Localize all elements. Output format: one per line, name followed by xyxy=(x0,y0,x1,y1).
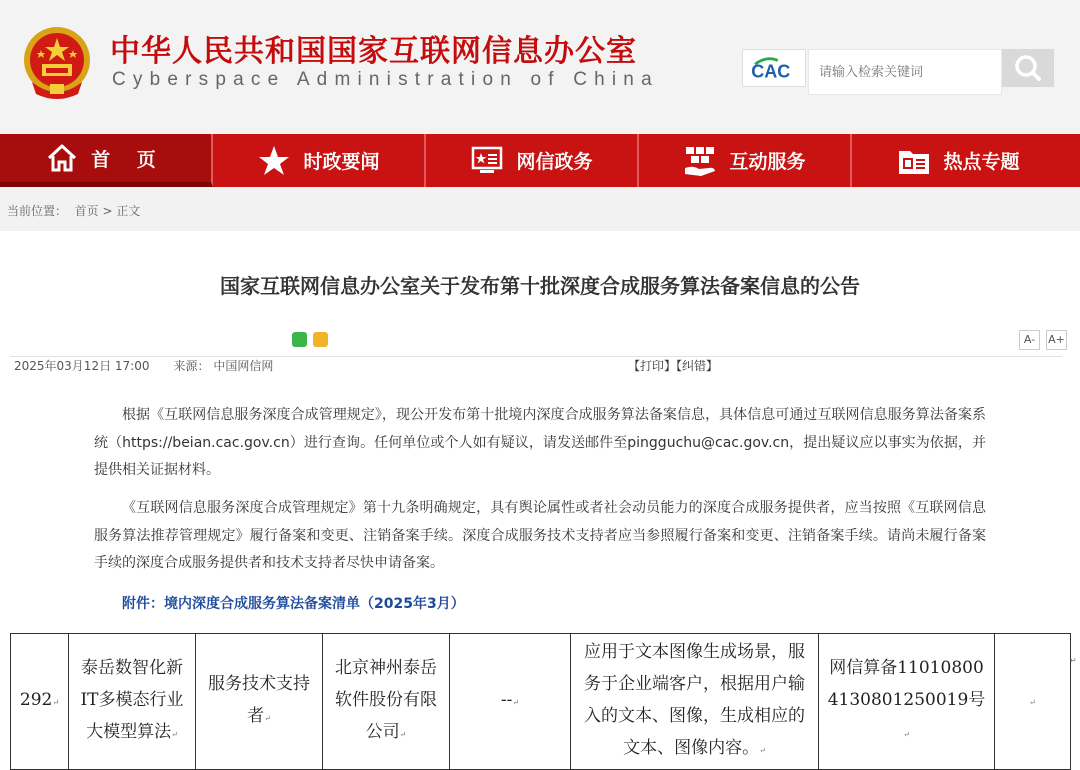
nav-item-news[interactable] xyxy=(213,134,426,187)
search-button[interactable] xyxy=(1002,49,1054,87)
folder-icon xyxy=(897,144,931,178)
cell-filing-number: 网信算备110108004130801250019号↵ xyxy=(819,634,995,770)
publish-date: 2025年03月12日 17:00 xyxy=(14,359,150,373)
breadcrumb xyxy=(7,202,140,219)
wechat-share-icon[interactable] xyxy=(292,332,307,347)
cell-product: --↵ xyxy=(450,634,571,770)
source-label: 来源： xyxy=(173,359,210,373)
row-end-mark: ↵ xyxy=(1070,656,1077,665)
filing-table xyxy=(10,633,1071,770)
breadcrumb-separator: > xyxy=(102,204,113,218)
breadcrumb-home-link[interactable]: 首页 xyxy=(74,204,99,218)
monitor-icon xyxy=(470,144,504,178)
source-name: 中国网信网 xyxy=(213,359,274,373)
main-nav xyxy=(0,134,1080,187)
hand-service-icon xyxy=(683,144,717,178)
breadcrumb-current: 正文 xyxy=(116,204,141,218)
attachment-heading: 附件：境内深度合成服务算法备案清单（2025年3月） xyxy=(122,596,465,612)
cac-logo-icon xyxy=(742,49,806,87)
article-title: 国家互联网信息办公室关于发布第十批深度合成服务算法备案信息的公告 xyxy=(220,274,860,298)
cell-algorithm-name: 泰岳数智化新IT多模态行业大模型算法↵ xyxy=(69,634,196,770)
nav-item-home[interactable] xyxy=(0,134,213,187)
article-paragraph: 根据《互联网信息服务深度合成管理规定》，现公开发布第十批境内深度合成服务算法备案信息，具体信息可通过互联网信息服务算法备案系统（https://beian.cac.gov.cn）进行查询。任何单位或个人如有疑议，请发送邮件至pingguchu@cac.gov.cn，提出疑议应以事实为依据，并提供相关证据材料。 xyxy=(94,407,986,478)
table-row xyxy=(11,634,1071,770)
search-icon xyxy=(1002,49,1054,87)
nav-label-news: 时政要闻 xyxy=(303,151,380,173)
article-paragraph: 《互联网信息服务深度合成管理规定》第十九条明确规定，具有舆论属性或者社会动员能力的深度合成服务提供者，应当按照《互联网信息服务算法推荐管理规定》履行备案和变更、注销备案手续。深度合成服务技术支持者应当参照履行备案和变更、注销备案手续。请尚未履行备案手续的深度合成服务提供者和技术支持者尽快申请备案。 xyxy=(94,500,986,571)
site-header xyxy=(0,0,1080,134)
site-subtitle: Cyberspace Administration of China xyxy=(112,69,659,90)
nav-label-topics: 热点专题 xyxy=(943,151,1020,173)
breadcrumb-prefix: 当前位置： xyxy=(7,204,68,218)
star-icon xyxy=(257,144,291,178)
search-box xyxy=(742,49,1054,89)
cell-extra: ↵ xyxy=(995,634,1071,770)
correct-link[interactable]: 【纠错】 xyxy=(676,359,719,373)
nav-item-government[interactable] xyxy=(426,134,639,187)
article-tools xyxy=(628,357,718,374)
home-icon xyxy=(45,141,79,175)
nav-item-topics[interactable] xyxy=(852,134,1065,187)
font-smaller-button[interactable]: A- xyxy=(1019,330,1040,350)
nav-item-interactive[interactable] xyxy=(639,134,852,187)
article-meta xyxy=(14,357,273,374)
font-larger-button[interactable]: A+ xyxy=(1046,330,1067,350)
qzone-share-icon[interactable] xyxy=(313,332,328,347)
cell-number: 292↵ xyxy=(11,634,69,770)
share-buttons xyxy=(292,332,328,347)
breadcrumb-bar xyxy=(0,187,1080,231)
cell-role: 服务技术支持者↵ xyxy=(196,634,323,770)
site-title: 中华人民共和国国家互联网信息办公室 xyxy=(110,34,637,69)
search-input[interactable] xyxy=(808,49,1002,95)
national-emblem-icon[interactable] xyxy=(22,24,92,100)
cac-logo-text: CAC xyxy=(751,61,791,82)
nav-label-interactive: 互动服务 xyxy=(729,151,806,173)
nav-label-home: 首 页 xyxy=(91,148,166,171)
cell-organization: 北京神州泰岳软件股份有限公司↵ xyxy=(323,634,450,770)
nav-label-government: 网信政务 xyxy=(516,151,593,173)
print-link[interactable]: 【打印】 xyxy=(628,359,677,373)
cell-description: 应用于文本图像生成场景，服务于企业端客户，根据用户输入的文本、图像，生成相应的文本、图像内容。↵ xyxy=(571,634,819,770)
